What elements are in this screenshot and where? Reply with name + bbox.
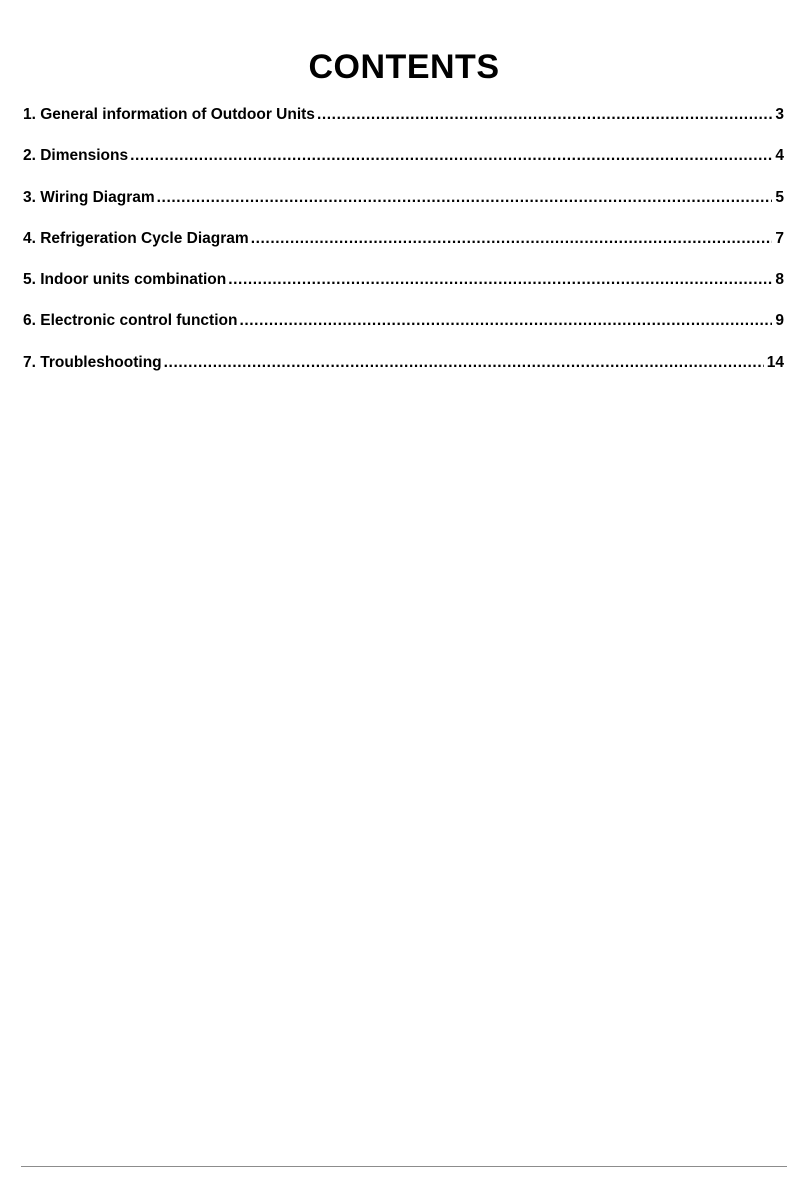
toc-page-number: 9 — [775, 312, 784, 330]
toc-entry-general-information[interactable] — [23, 104, 784, 145]
toc-entry-refrigeration-cycle-diagram[interactable] — [23, 228, 784, 269]
page-title: CONTENTS — [308, 47, 500, 86]
toc-dot-leader — [251, 228, 773, 250]
toc-entry-indoor-units-combination[interactable] — [23, 269, 784, 310]
toc-entry-dimensions[interactable] — [23, 145, 784, 186]
toc-entry-electronic-control-function[interactable] — [23, 310, 784, 351]
table-of-contents — [23, 104, 784, 393]
toc-entry-troubleshooting[interactable] — [23, 352, 784, 393]
footer-divider — [21, 1166, 787, 1167]
toc-entry-label: 5. Indoor units combination — [23, 271, 227, 289]
toc-page-number: 4 — [775, 147, 784, 165]
toc-page-number: 3 — [775, 106, 784, 123]
toc-dot-leader — [239, 310, 772, 332]
toc-dot-leader — [317, 104, 772, 126]
toc-entry-label: 6. Electronic control function — [23, 312, 238, 330]
toc-entry-wiring-diagram[interactable] — [23, 187, 784, 228]
toc-entry-label: 2. Dimensions — [23, 147, 129, 165]
toc-page-number: 7 — [775, 229, 784, 247]
toc-dot-leader — [228, 269, 772, 291]
toc-dot-leader — [130, 145, 772, 167]
toc-entry-label: 3. Wiring Diagram — [23, 188, 155, 206]
toc-page-number: 5 — [775, 188, 784, 206]
toc-entry-label: 4. Refrigeration Cycle Diagram — [23, 229, 249, 247]
toc-dot-leader — [157, 187, 773, 209]
toc-page-number: 8 — [775, 271, 784, 289]
toc-dot-leader — [164, 352, 764, 374]
toc-page-number: 14 — [766, 353, 784, 371]
toc-entry-label: 1. General information of Outdoor Units — [23, 106, 315, 123]
toc-entry-label: 7. Troubleshooting — [23, 353, 162, 371]
